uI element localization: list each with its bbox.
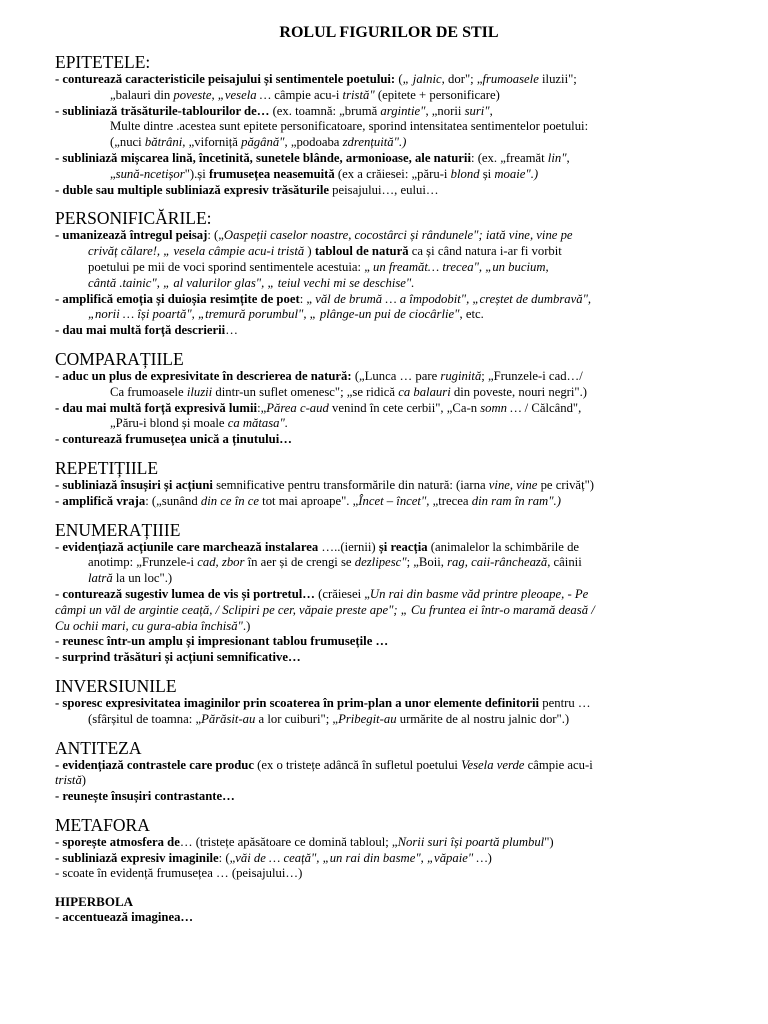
text: „balauri din xyxy=(110,87,174,102)
text: : („sunând xyxy=(145,493,201,508)
italic-text: Un rai din basme văd printre pleoape, - Pe xyxy=(369,586,589,601)
italic-text: latră xyxy=(88,571,113,586)
italic-text: văi de … ceață", „un rai din basme", „văpaie" … xyxy=(235,850,488,865)
text-line xyxy=(55,789,723,805)
text: ) xyxy=(81,773,87,788)
italic-text: cântă .tainic", „ al valurilor glas", „ teiul vechi mi se deschise". xyxy=(88,275,415,290)
text: , „norii xyxy=(425,103,465,118)
text-line xyxy=(55,432,723,448)
italic-text: iluzii xyxy=(186,384,213,399)
text-line xyxy=(55,603,723,619)
text-line xyxy=(55,369,723,385)
section-heading: COMPARAȚIILE xyxy=(55,348,184,369)
text: dor"; „ xyxy=(444,72,483,86)
text-line xyxy=(55,260,723,276)
italic-text: frumoasele xyxy=(482,72,539,86)
bold-text: - umanizează întregul peisaj xyxy=(55,228,208,243)
section-comparatii xyxy=(55,349,723,448)
bold-text: - amplifică vraja xyxy=(55,493,146,508)
bold-text: și reacția xyxy=(378,539,428,554)
italic-text: Încet – încet" xyxy=(358,493,427,508)
text: ) xyxy=(487,850,492,865)
italic-text: poveste, „vesela … xyxy=(173,87,272,102)
text-line xyxy=(55,244,723,260)
italic-text: Cu ochii mari, cu gura-abia închisă" xyxy=(55,618,243,633)
text-line xyxy=(55,385,723,401)
text-line xyxy=(55,494,723,510)
text: peisajului…, eului… xyxy=(328,182,439,197)
text-line xyxy=(55,571,723,587)
italic-text: din ram în ram".) xyxy=(471,493,561,508)
text: („Lunca … pare xyxy=(351,368,441,383)
section-heading: INVERSIUNILE xyxy=(55,675,177,696)
italic-text: dezlipesc" xyxy=(354,555,407,570)
bold-text: - subliniază însușiri și acțiuni xyxy=(55,477,213,492)
text-line xyxy=(55,88,723,104)
text: urmărite de al nostru jalnic dor".) xyxy=(396,711,570,726)
text: , câinii xyxy=(547,555,582,570)
text-line xyxy=(55,478,723,494)
bold-text: - accentuează imaginea… xyxy=(55,910,194,925)
bold-text: - reunesc într-un amplu și impresionant tablou frumusețile … xyxy=(55,634,389,649)
text-line: Multe dintre .acestea sunt epitete personificatoare, sporind intensitatea sentimentelor poetului: xyxy=(110,119,589,134)
bold-text: - duble sau multiple subliniază expresiv trăsăturile xyxy=(55,182,329,197)
text-line xyxy=(55,72,723,88)
bold-text: frumusețea neasemuită xyxy=(208,166,335,181)
text: la un loc".) xyxy=(112,571,173,586)
bold-text: - subliniază mișcarea lină, încetinită, sunetele blânde, armonioase, ale naturii xyxy=(55,150,471,165)
text: iluzii"; xyxy=(538,72,577,86)
bold-text: - dau mai multă forță expresivă lumii xyxy=(55,400,258,415)
section-antiteza xyxy=(55,738,723,805)
text: și xyxy=(479,166,495,181)
text-line xyxy=(55,555,723,571)
text: / Călcând", xyxy=(521,400,582,415)
text: tot mai aproape". „ xyxy=(259,493,359,508)
text: ca și când natura i-ar fi vorbit xyxy=(408,244,562,259)
text: :„ xyxy=(257,400,267,415)
text: : („ xyxy=(218,850,236,865)
text-line xyxy=(55,851,723,867)
bold-text: - evidențiază acțiunile care marchează instalarea xyxy=(55,539,319,554)
text: (ex. toamnă: „brumă xyxy=(269,103,381,118)
text: a lor cuiburi"; „ xyxy=(255,711,339,726)
italic-text: Părea c-aud xyxy=(266,400,329,415)
text: , „viforniță xyxy=(182,135,242,150)
text-line xyxy=(55,323,723,339)
bold-text: - reunește însușiri contrastante… xyxy=(55,789,235,804)
text: (ex a crăiesei: „păru-i xyxy=(334,166,451,181)
text: : „ xyxy=(299,291,316,306)
text: („nuci xyxy=(110,135,145,150)
text: ").și xyxy=(184,166,209,181)
section-hiperbola xyxy=(55,894,723,926)
text-line xyxy=(55,307,723,323)
text: , etc. xyxy=(459,307,484,322)
text: (crăiesei „ xyxy=(314,586,370,601)
text-line xyxy=(55,634,723,650)
text: ; „Frunzele-i cad…/ xyxy=(481,368,583,383)
text: , „trecea xyxy=(426,493,472,508)
text: ") xyxy=(544,834,554,849)
text-line xyxy=(55,416,723,432)
text: câmpie acu-i xyxy=(524,757,593,772)
text: (epitete + personificare) xyxy=(374,87,500,102)
section-epitete xyxy=(55,52,723,198)
italic-text: crivăț călare!, „ vesela câmpie acu-i tristă xyxy=(88,244,305,259)
text: .) xyxy=(242,618,251,633)
text-line: - scoate în evidență frumusețea … (peisajului…) xyxy=(55,866,303,881)
text: „ xyxy=(110,166,116,181)
italic-text: ruginită xyxy=(440,368,482,383)
text-line xyxy=(55,228,723,244)
section-heading: EPITETELE: xyxy=(55,52,151,72)
text: în aer și de crengi se xyxy=(244,555,355,570)
text: …..(iernii) xyxy=(318,539,379,554)
italic-text: câmpi un văl de argintie ceață, / Sclipiri pe cer, văpaie preste ape"; „ Cu fruntea ei într-o maramă deasă / xyxy=(55,602,595,617)
text: … xyxy=(225,323,238,338)
section-heading: ENUMERAȚIIIE xyxy=(55,519,181,540)
text: : (ex. „freamăt xyxy=(471,150,548,165)
text-line xyxy=(55,104,723,120)
text: ; „Boii, xyxy=(406,555,448,570)
section-repetitii xyxy=(55,458,723,510)
section-heading: PERSONIFICĂRILE: xyxy=(55,208,212,229)
text-line xyxy=(55,183,723,199)
text: , xyxy=(489,103,493,118)
italic-text: păgână" xyxy=(241,135,285,150)
text-line xyxy=(55,167,723,183)
text: (sfârșitul de toamna: „ xyxy=(88,711,202,726)
text: , xyxy=(566,150,570,165)
italic-text: Norii suri își poartă plumbul xyxy=(397,834,545,849)
italic-text: vine, vine xyxy=(488,477,538,492)
text: poetului pe mii de voci sporind sentimentele acestuia: „ xyxy=(88,259,374,274)
text-line xyxy=(55,151,723,167)
text-line xyxy=(55,758,723,774)
page-title: ROLUL FIGURILOR DE STIL xyxy=(279,24,499,41)
bold-text: - dau mai multă forță descrierii xyxy=(55,323,226,338)
bold-text: - aduc un plus de expresivitate în descrierea de natură: xyxy=(55,368,352,383)
text: Ca frumoasele xyxy=(110,384,187,399)
italic-text: tristă xyxy=(55,773,82,788)
italic-text: „ jalnic, xyxy=(402,72,445,86)
italic-text: blond xyxy=(450,166,480,181)
italic-text: lin" xyxy=(547,150,567,165)
section-enumeratii xyxy=(55,520,723,666)
text: din poveste, nouri negri".) xyxy=(450,384,587,399)
text: semnificative pentru transformările din natură: (iarna xyxy=(212,477,489,492)
text: (animalelor la schimbările de xyxy=(427,539,580,554)
text: : („ xyxy=(207,228,224,243)
text: ) xyxy=(304,244,315,259)
italic-text: Vesela verde xyxy=(461,757,525,772)
text: pe crivăț") xyxy=(537,477,594,492)
italic-text: ca balauri xyxy=(398,384,451,399)
text: anotimp: „Frunzele-i xyxy=(88,555,198,570)
italic-text: „norii … își poartă", „tremură porumbul", „ plânge-un pui de ciocârlie" xyxy=(88,307,460,322)
bold-text: - conturează caracteristicile peisajului și sentimentele poetului: xyxy=(55,72,396,86)
italic-text: din ce în ce xyxy=(200,493,259,508)
italic-text: bătrâni xyxy=(144,135,183,150)
section-personificari xyxy=(55,208,723,339)
text-line xyxy=(55,773,723,789)
text-line xyxy=(55,650,723,666)
text-line xyxy=(55,696,723,712)
text: dintr-un suflet omenesc"; „se ridică xyxy=(212,384,399,399)
section-heading: METAFORA xyxy=(55,814,150,835)
italic-text: Oaspeții caselor noastre, cocostârci și rândunele"; iată vine, vine pe xyxy=(223,228,573,243)
bold-text: - conturează sugestiv lumea de vis și portretul… xyxy=(55,586,315,601)
italic-text: cad, zbor xyxy=(197,555,245,570)
text: , „podoaba xyxy=(284,135,343,150)
text-line xyxy=(55,587,723,603)
text-line xyxy=(55,619,723,635)
text: „Păru-i blond și moale xyxy=(110,416,228,431)
text-line xyxy=(55,835,723,851)
italic-text: zdrențuită".) xyxy=(342,135,407,150)
text-line xyxy=(55,276,723,292)
bold-text: - subliniază trăsăturile-tablourilor de… xyxy=(55,103,270,118)
text: câmpie acu-i xyxy=(271,87,343,102)
italic-text: tristă" xyxy=(342,87,375,102)
document xyxy=(55,20,723,926)
italic-text: sună-ncetișor xyxy=(115,166,185,181)
bold-text: - conturează frumusețea unică a ținutului… xyxy=(55,432,292,447)
bold-text: - sporește atmosfera de xyxy=(55,834,180,849)
bold-text: tabloul de natură xyxy=(314,244,409,259)
bold-text: - amplifică emoția și duioșia resimțite de poet xyxy=(55,291,300,306)
text-line xyxy=(55,712,723,728)
italic-text: un freamăt… trecea", „un bucium, xyxy=(373,259,549,274)
text: venind în cete cerbii", „Ca-n xyxy=(328,400,481,415)
text-line xyxy=(55,910,723,926)
text-line xyxy=(55,401,723,417)
section-heading: HIPERBOLA xyxy=(55,894,134,910)
section-heading: ANTITEZA xyxy=(55,737,142,758)
section-heading: REPETIȚIILE xyxy=(55,457,159,478)
bold-text: - sporesc expresivitatea imaginilor prin scoaterea în prim-plan a unor elemente definitorii xyxy=(55,695,540,710)
bold-text: - subliniază expresiv imaginile xyxy=(55,850,219,865)
text-line xyxy=(55,292,723,308)
text: … (tristețe apăsătoare ce domină tabloul; „ xyxy=(179,834,398,849)
italic-text: somn … xyxy=(480,400,522,415)
italic-text: ca mătasa". xyxy=(227,416,289,431)
italic-text: văl de brumă … a împodobit", „creștet de dumbravă", xyxy=(315,291,592,306)
italic-text: suri" xyxy=(464,103,490,118)
italic-text: argintie" xyxy=(380,103,426,118)
section-inversiuni xyxy=(55,676,723,728)
text-line xyxy=(55,540,723,556)
text: ( xyxy=(395,72,403,86)
section-metafora xyxy=(55,815,723,882)
text-line xyxy=(55,135,723,151)
italic-text: moaie".) xyxy=(494,166,539,181)
text: (ex o tristețe adâncă în sufletul poetului xyxy=(253,757,462,772)
text: pentru … xyxy=(539,695,591,710)
italic-text: Pribegit-au xyxy=(338,711,397,726)
bold-text: - surprind trăsături și acțiuni semnificative… xyxy=(55,650,301,665)
italic-text: rag, caii-rânchează xyxy=(447,555,548,570)
italic-text: Părăsit-au xyxy=(201,711,256,726)
bold-text: - evidențiază contrastele care produc xyxy=(55,757,254,772)
